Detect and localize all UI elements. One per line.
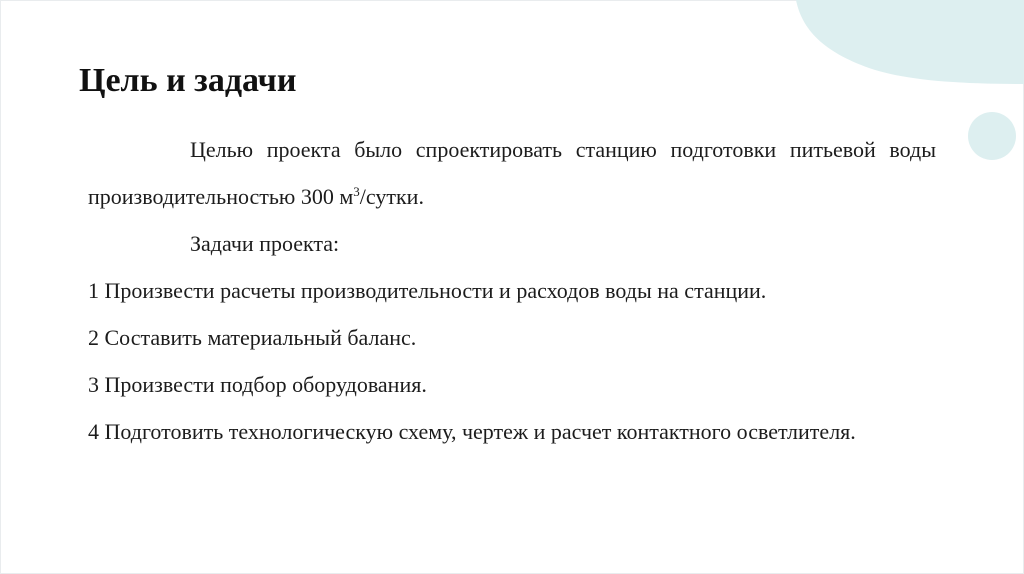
goal-text-end: /сутки. — [359, 184, 424, 209]
decorative-circle-shape — [968, 112, 1016, 160]
tasks-heading: Задачи проекта: — [190, 231, 340, 256]
task-item-2: 2 Составить материальный баланс. — [88, 325, 417, 350]
slide-content — [88, 126, 936, 455]
task-item-4: 4 Подготовить технологическую схему, чертеж и расчет контактного осветлителя. — [88, 419, 856, 444]
slide-title: Цель и задачи — [79, 62, 297, 99]
goal-text: Целью проекта было спроектировать станцию подготовки питьевой воды производительностью 300 м — [88, 137, 936, 209]
decorative-blob-shape — [796, 0, 1024, 84]
goal-unit-superscript: 3 — [353, 184, 360, 199]
goal-paragraph — [88, 126, 936, 220]
task-item-1: 1 Произвести расчеты производительности и расходов воды на станции. — [88, 278, 767, 303]
task-item-3: 3 Произвести подбор оборудования. — [88, 372, 427, 397]
